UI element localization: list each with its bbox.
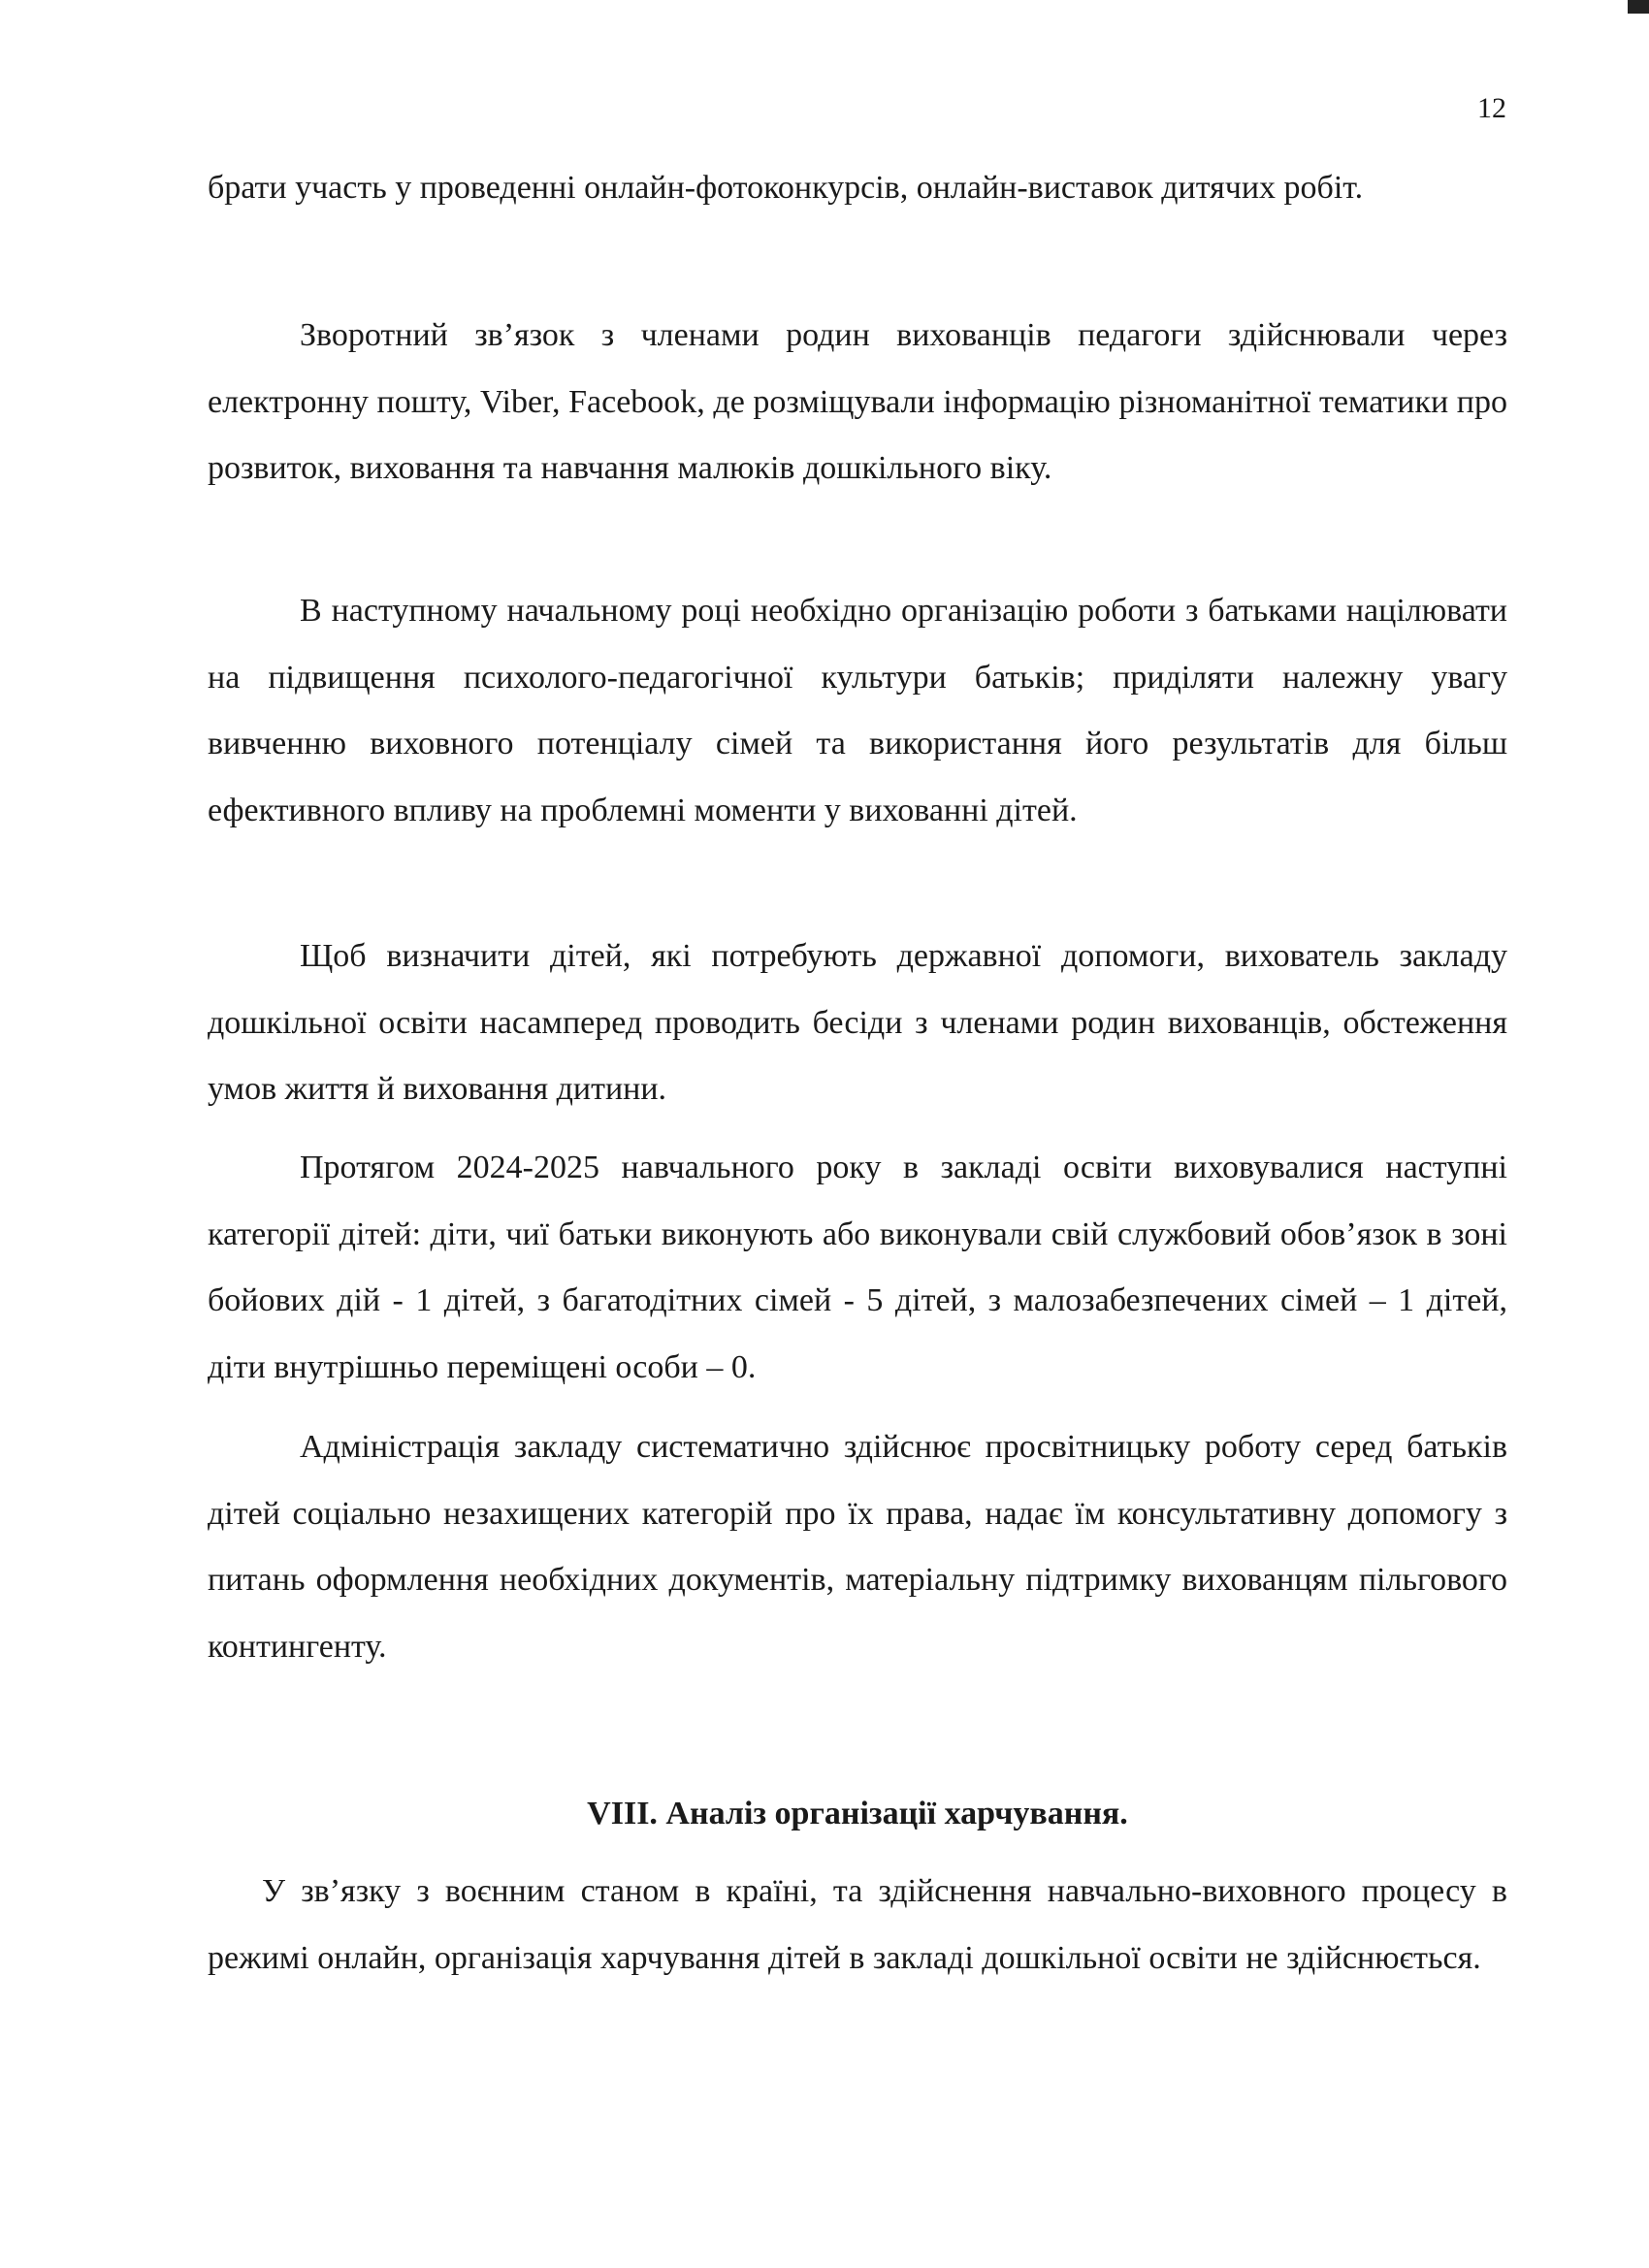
- scan-edge-mark: [1628, 0, 1649, 14]
- paragraph-feedback: Зворотний зв’язок з членами родин вихованців педагоги здійснювали через електронну пошту, Viber, Facebook, де розміщували інформацію різноманітної тематики про розвиток, виховання та навчання малюків дошкільного віку.: [208, 317, 1507, 486]
- paragraph-administration: Адміністрація закладу систематично здійснює просвітницьку роботу серед батьків дітей соціально незахищених категорій про їх права, надає їм консультативну допомогу з питань оформлення необхідних документів, матеріальну підтримку вихованцям пільгового контингенту.: [208, 1429, 1507, 1665]
- paragraph-continuation: брати участь у проведенні онлайн-фотоконкурсів, онлайн-виставок дитячих робіт.: [208, 170, 1364, 206]
- page-number: 12: [1477, 92, 1506, 124]
- paragraph-state-support: Щоб визначити дітей, які потребують державної допомоги, вихователь закладу дошкільної освіти насамперед проводить бесіди з членами родин вихованців, обстеження умов життя й виховання дитини.: [208, 938, 1507, 1107]
- paragraph-nutrition: У зв’язку з воєнним станом в країні, та здійснення навчально-виховного процесу в режимі онлайн, організація харчування дітей в закладі дошкільної освіти не здійснюється.: [208, 1873, 1507, 1976]
- paragraph-next-year: В наступному начальному році необхідно організацію роботи з батьками націлювати на підвищення психолого-педагогічної культури батьків; приділяти належну увагу вивченню виховного потенціалу сімей та використання його результатів для більш ефективного впливу на проблемні моменти у вихованні дітей.: [208, 593, 1507, 828]
- section-heading: VIII. Аналіз організації харчування.: [587, 1796, 1128, 1831]
- paragraph-categories: Протягом 2024-2025 навчального року в закладі освіти виховувалися наступні категорії дітей: діти, чиї батьки виконують або виконували свій службовий обов’язок в зоні бойових дій - 1 дітей, з багатодітних сімей - 5 дітей, з малозабезпечених сімей – 1 дітей, діти внутрішньо переміщені особи – 0.: [208, 1150, 1507, 1385]
